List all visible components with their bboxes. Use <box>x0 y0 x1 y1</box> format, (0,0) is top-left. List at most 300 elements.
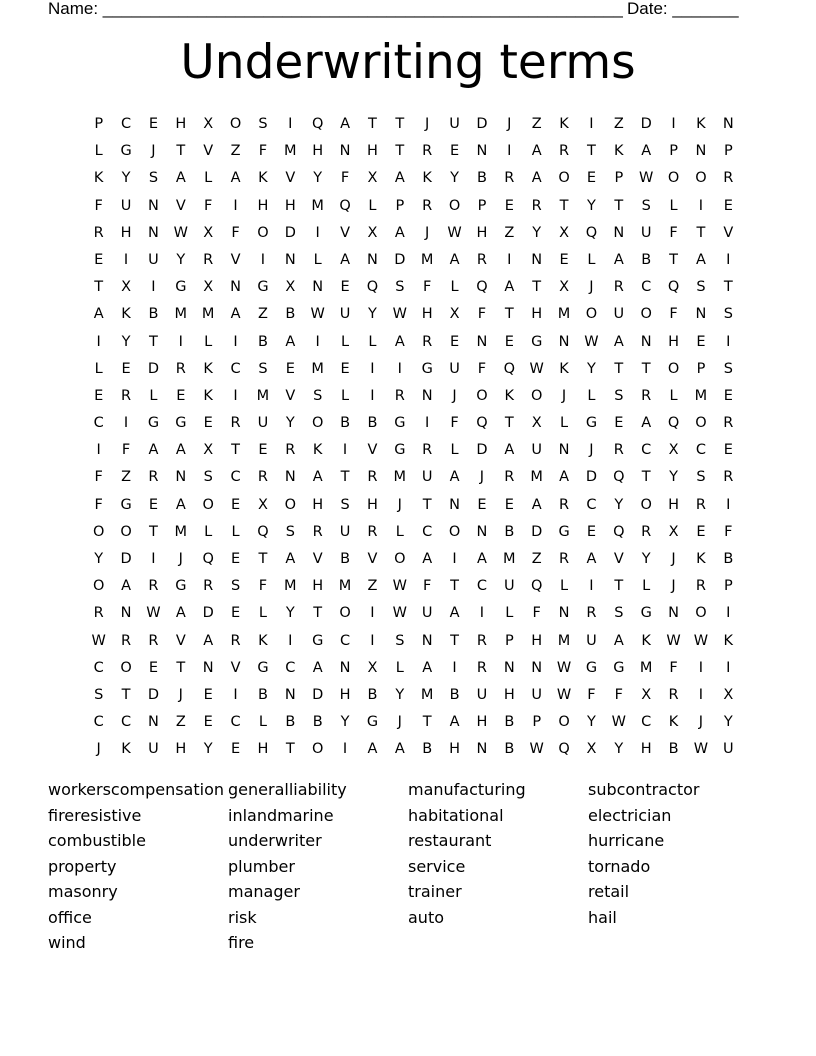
grid-cell: A <box>93 306 104 323</box>
grid-cell: R <box>257 469 268 486</box>
word-item: hurricane <box>588 831 665 850</box>
grid-cell: R <box>695 496 706 513</box>
grid-cell: I <box>452 659 457 676</box>
grid-row <box>85 712 742 739</box>
grid-cell: I <box>589 116 594 132</box>
grid-cell: H <box>421 306 433 323</box>
grid-cell: L <box>204 170 213 187</box>
grid-cell: I <box>233 387 238 404</box>
grid-cell: B <box>148 306 159 323</box>
grid-cell: Y <box>121 170 131 187</box>
grid-cell: R <box>504 170 515 187</box>
grid-cell: V <box>230 251 241 268</box>
grid-cell: H <box>175 116 187 132</box>
grid-cell: Y <box>669 469 678 486</box>
grid-cell: O <box>667 170 680 187</box>
grid-row <box>85 631 742 658</box>
grid-cell: A <box>449 251 460 268</box>
grid-cell: M <box>557 632 571 649</box>
word-column <box>228 780 347 959</box>
grid-cell: F <box>204 197 213 214</box>
grid-cell: H <box>339 686 351 703</box>
word-item: office <box>48 907 92 927</box>
grid-cell: J <box>589 442 594 459</box>
grid-cell: U <box>723 741 734 758</box>
grid-cell: A <box>230 306 241 323</box>
grid-cell: E <box>586 170 597 187</box>
grid-cell: R <box>641 523 652 540</box>
grid-cell: Z <box>257 306 268 323</box>
letter-grid <box>85 114 742 767</box>
grid-cell: L <box>669 387 678 404</box>
grid-cell: R <box>422 197 433 214</box>
grid-cell: K <box>641 632 651 649</box>
grid-cell: D <box>640 116 652 132</box>
grid-cell: T <box>614 197 624 214</box>
grid-cell: X <box>367 170 378 187</box>
grid-cell: W <box>666 632 681 649</box>
grid-cell: R <box>422 442 433 459</box>
grid-cell: N <box>476 333 488 350</box>
grid-cell: N <box>476 741 488 758</box>
grid-cell: G <box>585 659 598 676</box>
word-item: hail <box>588 907 617 927</box>
grid-cell: R <box>312 523 323 540</box>
grid-cell: O <box>640 496 652 513</box>
grid-cell: I <box>315 333 320 350</box>
grid-cell: P <box>723 143 733 160</box>
grid-cell: E <box>449 333 460 350</box>
grid-cell: N <box>613 224 625 241</box>
grid-cell: R <box>394 387 405 404</box>
grid-cell: E <box>723 442 733 459</box>
grid-cell: W <box>392 605 407 622</box>
grid-cell: A <box>394 224 405 241</box>
grid-cell: X <box>203 116 214 132</box>
grid-cell: T <box>450 578 459 595</box>
grid-cell: I <box>370 387 375 404</box>
grid-cell: F <box>231 224 240 241</box>
grid-cell: C <box>121 116 132 132</box>
grid-cell: I <box>452 551 457 567</box>
grid-cell: S <box>148 170 159 187</box>
grid-cell: R <box>559 143 570 160</box>
grid-cell: L <box>395 659 404 676</box>
grid-cell: T <box>231 442 240 459</box>
grid-cell: S <box>696 469 706 486</box>
grid-cell: A <box>121 578 132 595</box>
grid-cell: A <box>312 659 323 676</box>
grid-cell: Q <box>530 578 543 595</box>
grid-cell: Q <box>202 551 214 567</box>
grid-cell: G <box>257 659 269 676</box>
grid-cell: S <box>340 496 350 513</box>
grid-cell: A <box>504 279 515 296</box>
grid-cell: H <box>531 306 543 323</box>
grid-cell: X <box>449 306 460 323</box>
grid-row <box>85 386 742 413</box>
grid-cell: M <box>694 387 708 404</box>
grid-cell: A <box>175 496 186 513</box>
word-item: workerscompensation <box>48 780 225 799</box>
grid-cell: J <box>479 469 485 486</box>
grid-cell: J <box>671 551 676 567</box>
grid-cell: N <box>695 143 707 160</box>
grid-cell: R <box>422 333 433 350</box>
word-item: electrician <box>588 805 672 825</box>
grid-cell: A <box>175 442 186 459</box>
grid-cell: O <box>202 496 214 513</box>
grid-cell: E <box>285 360 295 377</box>
grid-cell: L <box>204 523 213 540</box>
grid-cell: F <box>724 523 733 540</box>
grid-cell: R <box>723 469 734 486</box>
word-item: property <box>48 856 117 876</box>
grid-row <box>85 440 742 467</box>
grid-cell: H <box>284 197 296 214</box>
grid-cell: O <box>448 197 461 214</box>
grid-cell: G <box>175 578 187 595</box>
grid-cell: Y <box>641 551 651 567</box>
grid-cell: R <box>175 360 186 377</box>
grid-cell: Q <box>613 469 625 486</box>
grid-cell: J <box>425 224 430 241</box>
word-item: trainer <box>408 882 462 901</box>
grid-cell: I <box>698 686 704 703</box>
grid-cell: O <box>257 224 269 241</box>
grid-cell: Y <box>285 605 295 622</box>
grid-cell: D <box>202 605 214 622</box>
grid-cell: R <box>613 442 624 459</box>
grid-cell: B <box>641 251 652 268</box>
grid-cell: I <box>96 442 101 459</box>
grid-cell: Y <box>121 333 131 350</box>
grid-cell: Q <box>311 116 324 132</box>
grid-cell: E <box>696 333 706 350</box>
grid-row <box>85 685 742 712</box>
grid-cell: U <box>504 578 515 595</box>
grid-cell: H <box>366 143 378 160</box>
grid-cell: A <box>422 551 433 567</box>
grid-cell: N <box>558 605 570 622</box>
word-item: risk <box>228 907 257 927</box>
grid-cell: S <box>313 387 323 404</box>
grid-cell: I <box>507 251 512 268</box>
grid-cell: H <box>531 632 543 649</box>
grid-cell: I <box>425 415 430 432</box>
grid-cell: K <box>696 551 706 567</box>
grid-cell: U <box>531 686 542 703</box>
grid-cell: E <box>230 741 241 758</box>
grid-cell: U <box>449 360 460 377</box>
grid-cell: Q <box>667 415 680 432</box>
grid-cell: A <box>230 170 241 187</box>
grid-cell: Y <box>203 741 213 758</box>
grid-cell: O <box>695 605 707 622</box>
grid-cell: T <box>504 306 514 323</box>
grid-cell: F <box>477 306 487 323</box>
grid-row <box>85 277 742 304</box>
grid-cell: I <box>260 251 266 268</box>
grid-cell: R <box>476 632 487 649</box>
grid-cell: V <box>230 659 241 676</box>
grid-cell: N <box>421 387 433 404</box>
grid-row <box>85 332 742 359</box>
grid-cell: B <box>449 686 460 703</box>
word-item: manager <box>228 882 300 901</box>
grid-cell: A <box>559 469 570 486</box>
grid-cell: R <box>203 251 214 268</box>
grid-cell: T <box>669 251 678 268</box>
grid-cell: S <box>614 605 624 622</box>
grid-cell: L <box>341 333 350 350</box>
grid-cell: W <box>693 741 709 758</box>
grid-cell: J <box>698 714 704 731</box>
grid-cell: N <box>148 714 159 731</box>
name-field[interactable]: Name: _______________________________________________________ <box>48 0 623 18</box>
grid-cell: A <box>312 469 323 486</box>
grid-cell: R <box>230 415 241 432</box>
word-item: underwriter <box>228 831 322 850</box>
grid-cell: L <box>587 387 596 404</box>
grid-cell: N <box>558 333 570 350</box>
grid-cell: U <box>120 197 132 214</box>
grid-cell: Q <box>558 741 570 758</box>
grid-row <box>85 250 742 277</box>
grid-row <box>85 141 742 168</box>
grid-cell: L <box>669 197 678 214</box>
grid-cell: J <box>452 387 457 404</box>
grid-cell: W <box>91 632 106 649</box>
grid-cell: V <box>723 224 734 241</box>
grid-cell: P <box>532 714 542 731</box>
grid-cell: N <box>640 333 652 350</box>
grid-cell: H <box>175 741 187 758</box>
grid-cell: M <box>393 469 407 486</box>
grid-cell: W <box>693 632 709 649</box>
date-field[interactable]: Date: _______ <box>627 0 739 18</box>
grid-cell: W <box>556 686 572 703</box>
grid-cell: M <box>530 469 543 486</box>
grid-cell: U <box>257 415 269 432</box>
grid-cell: U <box>148 251 159 268</box>
grid-cell: U <box>613 306 625 323</box>
grid-cell: H <box>476 224 488 241</box>
grid-cell: F <box>121 442 131 459</box>
grid-cell: X <box>257 496 268 513</box>
grid-cell: N <box>476 523 488 540</box>
grid-cell: K <box>258 632 268 649</box>
grid-cell: G <box>175 279 187 296</box>
grid-cell: C <box>641 279 652 296</box>
grid-cell: F <box>423 279 432 296</box>
grid-cell: Q <box>257 523 269 540</box>
grid-row <box>85 739 742 766</box>
grid-cell: W <box>392 578 407 595</box>
grid-cell: I <box>123 415 129 432</box>
grid-cell: R <box>148 578 159 595</box>
word-item: inlandmarine <box>228 805 334 825</box>
grid-cell: Z <box>531 551 542 567</box>
grid-cell: M <box>201 306 215 323</box>
grid-cell: L <box>368 197 377 214</box>
grid-cell: U <box>148 741 159 758</box>
grid-cell: I <box>698 659 704 676</box>
word-item: fire <box>228 933 255 952</box>
grid-cell: S <box>258 116 268 132</box>
grid-cell: B <box>340 415 351 432</box>
grid-cell: E <box>148 116 159 132</box>
grid-cell: U <box>421 469 433 486</box>
grid-cell: F <box>258 578 268 595</box>
grid-cell: D <box>531 523 543 540</box>
grid-row <box>85 603 742 630</box>
grid-row <box>85 359 742 386</box>
grid-cell: L <box>341 387 350 404</box>
grid-cell: F <box>450 415 459 432</box>
grid-cell: S <box>395 632 405 649</box>
grid-cell: L <box>587 251 596 268</box>
grid-cell: T <box>395 116 405 132</box>
grid-cell: C <box>93 415 104 432</box>
grid-cell: N <box>421 632 433 649</box>
grid-cell: I <box>342 741 348 758</box>
grid-cell: A <box>175 170 186 187</box>
grid-cell: F <box>669 659 678 676</box>
grid-cell: A <box>203 632 214 649</box>
grid-cell: T <box>422 714 432 731</box>
grid-cell: N <box>284 686 296 703</box>
grid-cell: E <box>504 197 514 214</box>
grid-cell: X <box>285 279 296 296</box>
grid-cell: L <box>560 415 569 432</box>
grid-cell: C <box>93 714 104 731</box>
grid-cell: N <box>531 251 543 268</box>
grid-cell: I <box>123 251 129 268</box>
grid-cell: P <box>395 197 405 214</box>
grid-cell: C <box>695 442 706 459</box>
grid-cell: D <box>120 551 132 567</box>
grid-cell: V <box>613 551 624 567</box>
grid-cell: S <box>94 686 104 703</box>
grid-cell: Z <box>531 116 542 132</box>
grid-cell: L <box>149 387 158 404</box>
grid-cell: T <box>121 686 131 703</box>
grid-cell: U <box>449 116 460 132</box>
grid-cell: R <box>148 632 159 649</box>
grid-cell: I <box>397 360 402 377</box>
grid-cell: U <box>640 224 652 241</box>
grid-cell: A <box>613 251 624 268</box>
grid-cell: Q <box>476 415 488 432</box>
grid-cell: H <box>640 741 652 758</box>
grid-cell: V <box>312 551 323 567</box>
grid-cell: L <box>450 442 459 459</box>
grid-cell: R <box>367 523 378 540</box>
grid-cell: C <box>641 714 652 731</box>
grid-cell: A <box>394 741 405 758</box>
grid-cell: I <box>726 333 731 350</box>
grid-cell: G <box>257 279 269 296</box>
grid-cell: G <box>175 415 187 432</box>
grid-cell: I <box>726 496 731 513</box>
grid-cell: D <box>585 469 598 486</box>
grid-cell: F <box>258 143 268 160</box>
grid-cell: I <box>233 197 238 214</box>
word-item: restaurant <box>408 831 492 850</box>
grid-cell: W <box>611 714 626 731</box>
grid-cell: A <box>695 251 706 268</box>
grid-cell: V <box>367 442 378 459</box>
grid-cell: E <box>230 551 241 567</box>
grid-cell: R <box>121 632 132 649</box>
grid-cell: E <box>121 360 131 377</box>
grid-cell: L <box>505 605 514 622</box>
grid-cell: I <box>288 116 293 132</box>
grid-cell: M <box>639 659 653 676</box>
grid-cell: J <box>397 496 402 513</box>
grid-row <box>85 413 742 440</box>
grid-cell: H <box>120 224 132 241</box>
grid-cell: I <box>726 605 731 622</box>
grid-cell: F <box>94 469 103 486</box>
grid-cell: W <box>173 224 188 241</box>
grid-cell: A <box>613 333 624 350</box>
grid-cell: Y <box>94 551 104 567</box>
grid-cell: P <box>504 632 514 649</box>
grid-cell: Z <box>613 116 624 132</box>
grid-cell: M <box>420 251 434 268</box>
grid-cell: K <box>93 170 104 187</box>
grid-cell: T <box>559 197 569 214</box>
grid-cell: M <box>503 551 516 567</box>
grid-cell: T <box>149 333 158 350</box>
grid-cell: H <box>312 496 324 513</box>
grid-cell: R <box>476 251 487 268</box>
word-item: manufacturing <box>408 780 526 799</box>
grid-cell: E <box>340 360 350 377</box>
grid-cell: N <box>558 442 570 459</box>
grid-cell: V <box>285 387 296 404</box>
grid-cell: L <box>204 333 213 350</box>
grid-cell: K <box>121 306 131 323</box>
grid-row <box>85 576 742 603</box>
grid-cell: O <box>120 659 132 676</box>
grid-cell: X <box>668 523 679 540</box>
grid-cell: Q <box>503 360 516 377</box>
grid-cell: E <box>176 387 186 404</box>
grid-cell: B <box>257 333 268 350</box>
grid-cell: T <box>176 143 186 160</box>
grid-cell: W <box>584 333 599 350</box>
grid-cell: A <box>449 469 460 486</box>
grid-cell: Y <box>532 224 542 241</box>
grid-cell: B <box>504 523 515 540</box>
grid-cell: K <box>203 387 213 404</box>
grid-cell: K <box>696 116 706 132</box>
grid-cell: X <box>367 659 378 676</box>
grid-cell: R <box>723 415 734 432</box>
grid-cell: L <box>642 578 651 595</box>
grid-cell: L <box>368 333 377 350</box>
grid-cell: O <box>284 496 297 513</box>
grid-cell: T <box>641 469 651 486</box>
grid-cell: R <box>531 197 542 214</box>
grid-cell: B <box>422 741 433 758</box>
grid-cell: G <box>120 143 132 160</box>
grid-cell: F <box>532 605 541 622</box>
grid-cell: M <box>174 523 188 540</box>
